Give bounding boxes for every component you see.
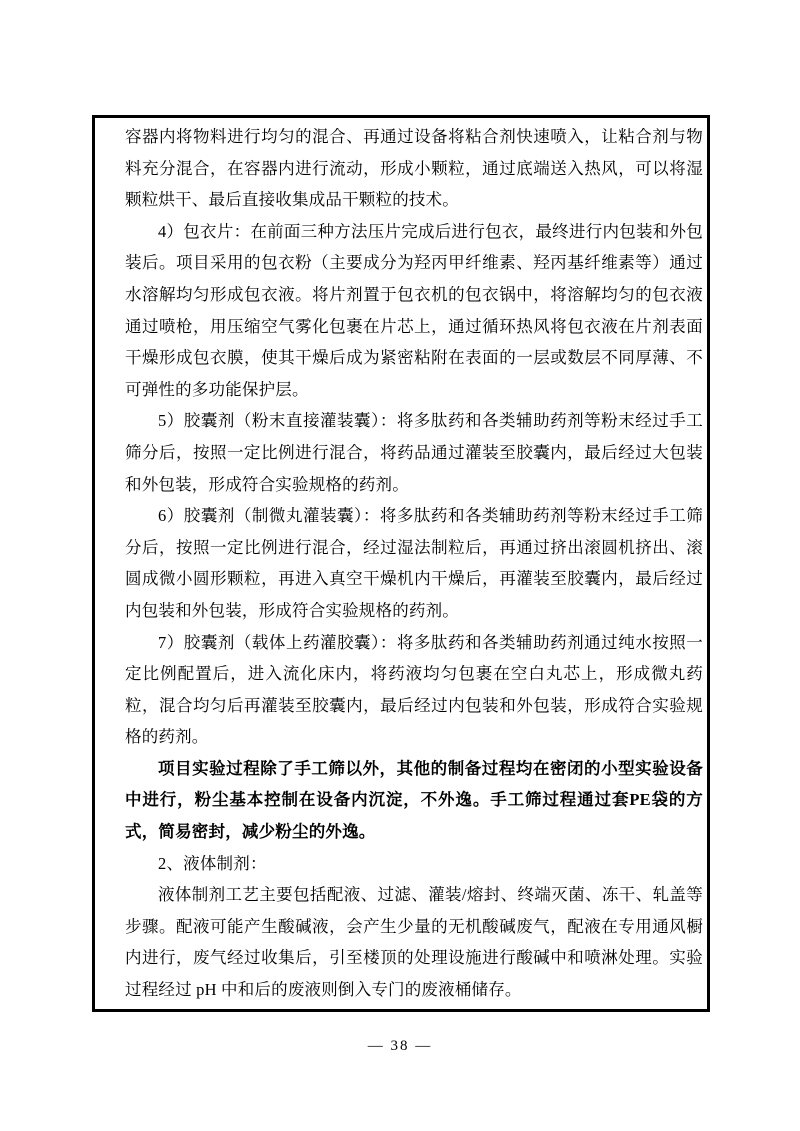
paragraph-7-capsule-carrier-loading: 7）胶囊剂（载体上药灌胶囊）：将多肽药和各类辅助药剂通过纯水按照一定比例配置后，进入流化床内，将药液均匀包裹在空白丸芯上，形成微丸药粒，混合均匀后再灌装至胶囊内，最后经过内包装和外包装，形成符合实验规格的药剂。 [125,632,703,747]
document-text-frame [92,115,710,1012]
paragraph-4-coated-tablets: 4）包衣片：在前面三种方法压片完成后进行包衣，最终进行内包装和外包装后。项目采用的包衣粉（主要成分为羟丙甲纤维素、羟丙基纤维素等）通过水溶解均匀形成包衣液。将片剂置于包衣机的包衣锅中，将溶解均匀的包衣液通过喷枪，用压缩空气雾化包裹在片芯上，通过循环热风将包衣液在片剂表面干燥形成包衣膜，使其干燥后成为紧密粘附在表面的一层或数层不同厚薄、不可弹性的多功能保护层。 [125,221,703,399]
paragraph-granulation-continued: 容器内将物料进行均匀的混合、再通过设备将粘合剂快速喷入，让粘合剂与物料充分混合，在容器内进行流动，形成小颗粒，通过底端送入热风，可以将湿颗粒烘干、最后直接收集成品干颗粒的技术。 [125,127,703,210]
paragraph-dust-control-note: 项目实验过程除了手工筛以外，其他的制备过程均在密闭的小型实验设备中进行，粉尘基本控制在设备内沉淀，不外逸。手工筛过程通过套PE袋的方式，简易密封，减少粉尘的外逸。 [125,758,703,842]
paragraph-6-capsule-micropellet-filling: 6）胶囊剂（制微丸灌装囊）：将多肽药和各类辅助药剂等粉末经过手工筛分后，按照一定比例进行混合，经过湿法制粒后，再通过挤出滚圆机挤出、滚圆成微小圆形颗粒，再进入真空干燥机内干燥后，再灌装至胶囊内，最后经过内包装和外包装，形成符合实验规格的药剂。 [125,506,703,620]
paragraph-liquid-preparation-process: 液体制剂工艺主要包括配液、过滤、灌装/熔封、终端灭菌、冻干、轧盖等步骤。配液可能产生酸碱液，会产生少量的无机酸碱废气，配液在专用通风橱内进行，废气经过收集后，引至楼顶的处理设施进行酸碱中和喷淋处理。实验过程经过 pH 中和后的废液则倒入专门的废液桶储存。 [125,885,703,1000]
page-number: — 38 — [367,1038,433,1054]
paragraph-5-capsule-powder-filling: 5）胶囊剂（粉末直接灌装囊）：将多肽药和各类辅助药剂等粉末经过手工筛分后，按照一定比例进行混合，将药品通过灌装至胶囊内，最后经过大包装和外包装，形成符合实验规格的药剂。 [125,411,703,494]
heading-liquid-preparation: 2、液体制剂： [158,853,267,873]
